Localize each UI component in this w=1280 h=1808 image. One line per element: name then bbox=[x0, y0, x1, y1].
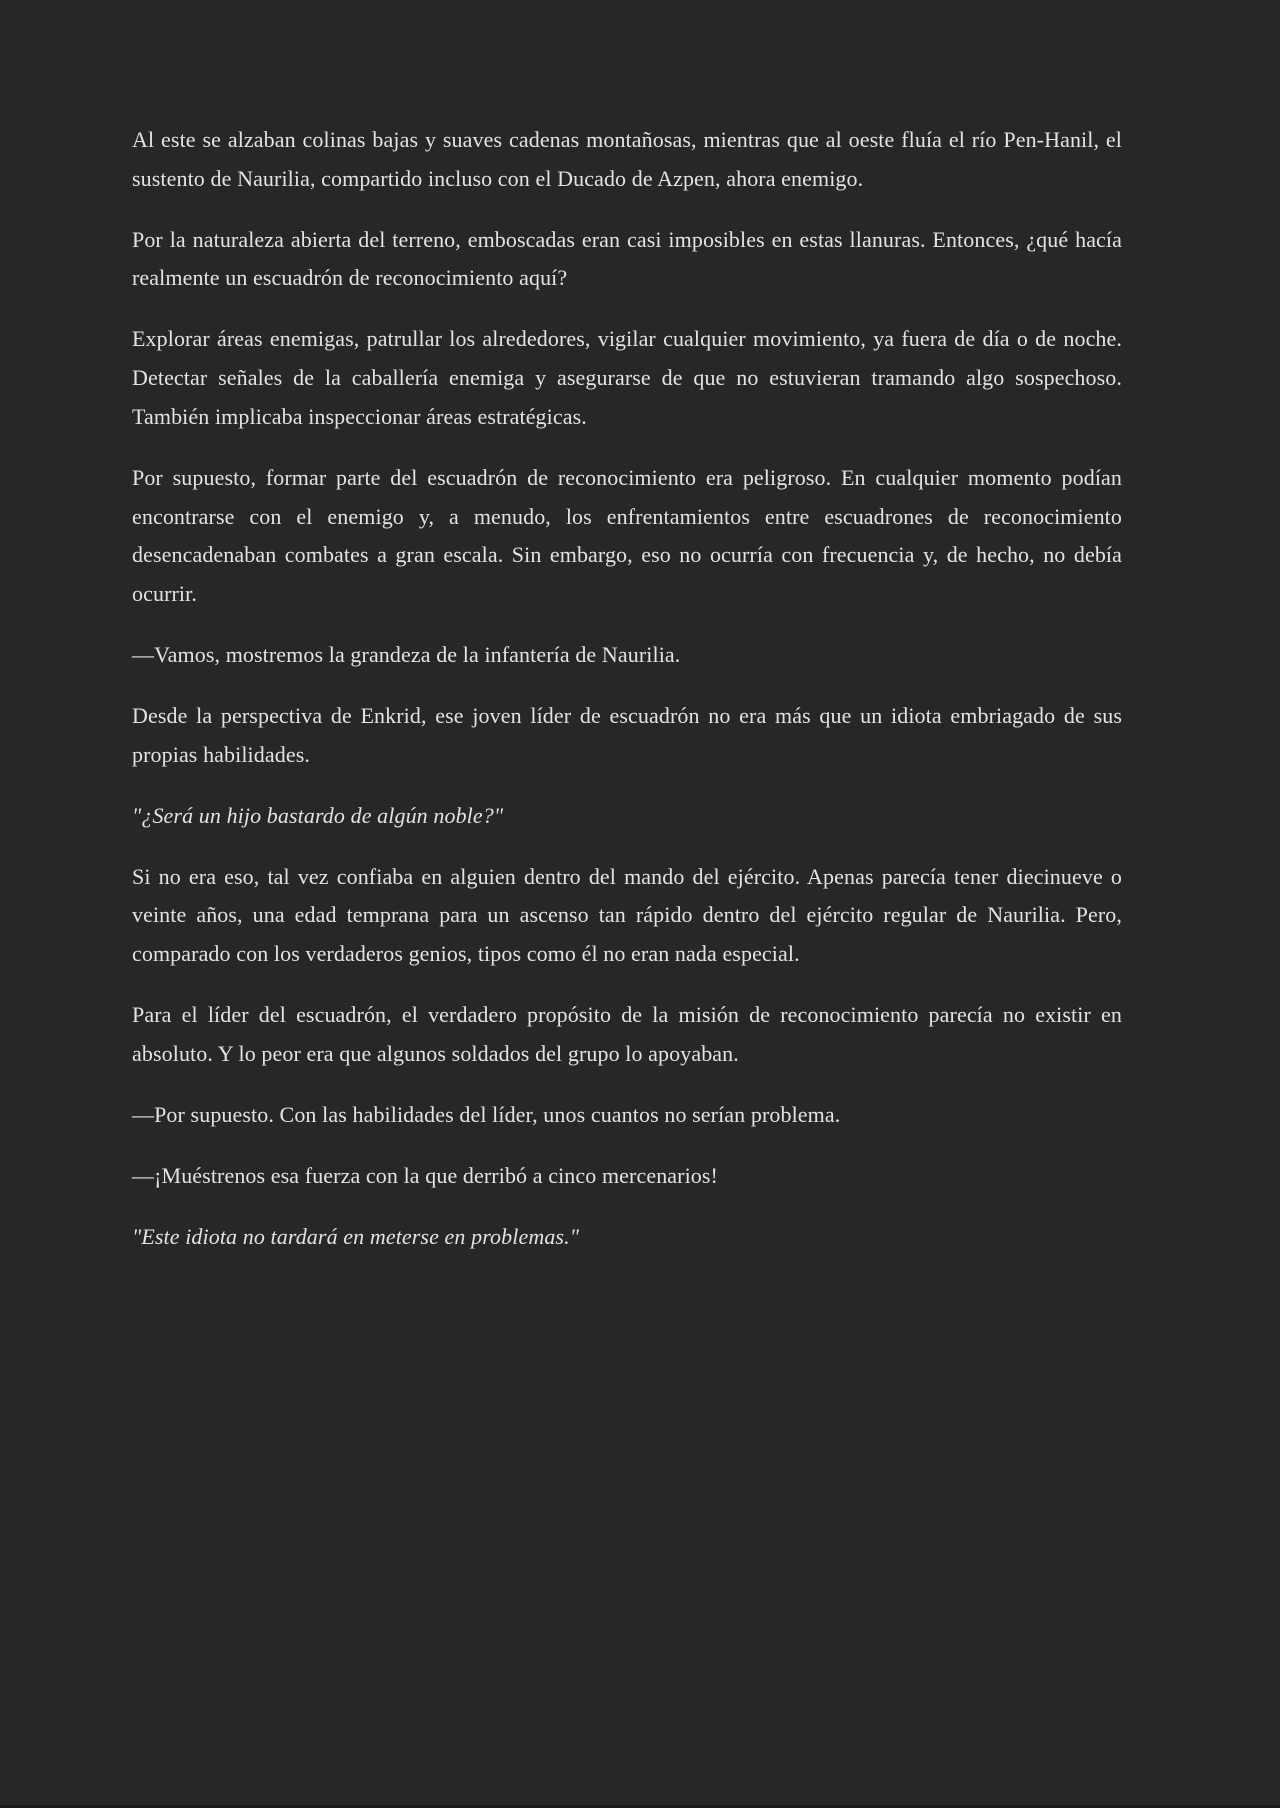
narration-paragraph: Explorar áreas enemigas, patrullar los alrededores, vigilar cualquier movimiento, ya fuera de día o de noche. Detectar señales de la caballería enemiga y asegurarse de que no estuvieran tramando algo sospechoso. También implicaba inspeccionar áreas estratégicas. bbox=[132, 326, 1122, 429]
narration-paragraph: Por la naturaleza abierta del terreno, emboscadas eran casi imposibles en estas llanuras. Entonces, ¿qué hacía realmente un escuadrón de reconocimiento aquí? bbox=[132, 226, 1122, 291]
dialogue-paragraph: —¡Muéstrenos esa fuerza con la que derribó a cinco mercenarios! bbox=[132, 1162, 718, 1188]
chapter-text-page bbox=[132, 121, 1122, 1279]
dialogue-paragraph: —Por supuesto. Con las habilidades del líder, unos cuantos no serían problema. bbox=[132, 1101, 841, 1127]
inner-thought-quote: "¿Será un hijo bastardo de algún noble?" bbox=[132, 802, 504, 828]
narration-paragraph: Si no era eso, tal vez confiaba en alguien dentro del mando del ejército. Apenas parecía tener diecinueve o veinte años, una edad temprana para un ascenso tan rápido dentro del ejército regular de Naurilia. Pero, comparado con los verdaderos genios, tipos como él no eran nada especial. bbox=[132, 863, 1122, 967]
narration-paragraph: Para el líder del escuadrón, el verdadero propósito de la misión de reconocimiento parecía no existir en absoluto. Y lo peor era que algunos soldados del grupo lo apoyaban. bbox=[132, 1002, 1122, 1066]
inner-thought-quote: "Este idiota no tardará en meterse en problemas." bbox=[132, 1223, 580, 1249]
narration-paragraph: Al este se alzaban colinas bajas y suaves cadenas montañosas, mientras que al oeste fluía el río Pen-Hanil, el sustento de Naurilia, compartido incluso con el Ducado de Azpen, ahora enemigo. bbox=[132, 127, 1122, 191]
narration-paragraph: Desde la perspectiva de Enkrid, ese joven líder de escuadrón no era más que un idiota embriagado de sus propias habilidades. bbox=[132, 702, 1122, 767]
narration-paragraph: Por supuesto, formar parte del escuadrón de reconocimiento era peligroso. En cualquier momento podían encontrarse con el enemigo y, a menudo, los enfrentamientos entre escuadrones de reconocimiento desencadenaban combates a gran escala. Sin embargo, eso no ocurría con frecuencia y, de hecho, no debía ocurrir. bbox=[132, 464, 1122, 606]
dialogue-paragraph: —Vamos, mostremos la grandeza de la infantería de Naurilia. bbox=[132, 641, 681, 667]
